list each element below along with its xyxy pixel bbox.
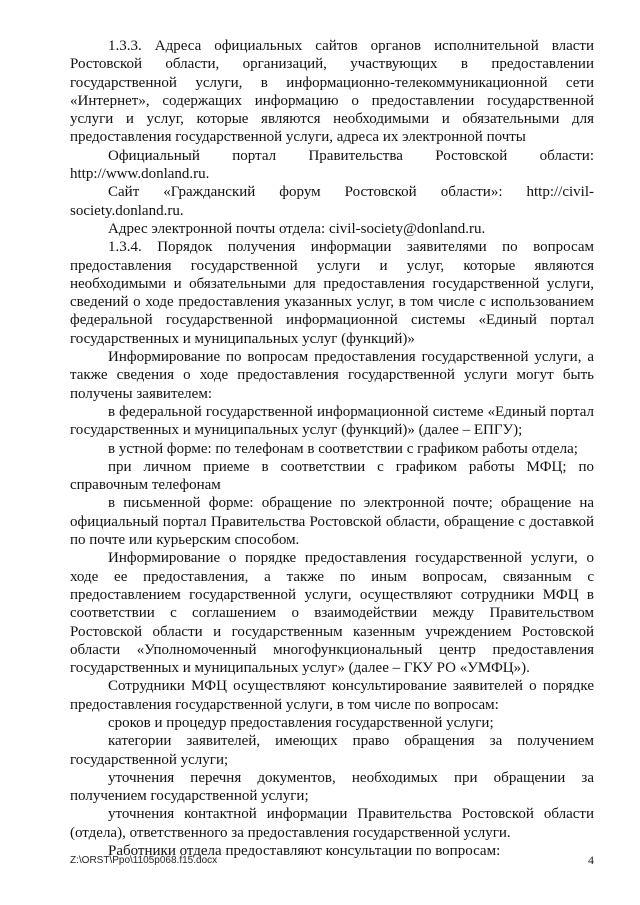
paragraph-email-address: Адрес электронной почты отдела: civil-society@donland.ru. [108,220,486,237]
paragraph-mfc-consulting: Сотрудники МФЦ осуществляют консультирование заявителей о порядке предоставления государственной услуги, в том числе по вопросам: [70,678,594,713]
paragraph-oral-form: в устной форме: по телефонам в соответствии с графиком работы отдела; [108,440,578,457]
paragraph-written-form: в письменной форме: обращение по электронной почте; обращение на официальный портал Правительства Ростовской области, обращение с доставкой по почте или курьерским способом. [70,495,594,549]
paragraph-document-list: уточнения перечня документов, необходимых при обращении за получением государственной услуги; [70,769,594,805]
paragraph-applicant-categories: категории заявителей, имеющих право обращения за получением государственной услуги; [70,733,594,768]
paragraph-epgu: в федеральной государственной информационной системе «Единый портал государственных и муниципальных услуг (функций)» (далее – ЕПГУ); [70,403,594,439]
paragraph-informing: Информирование по вопросам предоставления государственной услуги, а также сведения о ходе предоставления государственной услуги могут быть получены заявителем: [70,349,594,402]
paragraph-official-portal: Официальный портал Правительства Ростовской области: http://www.donland.ru. [70,147,594,183]
paragraph-personal-reception: при личном приеме в соответствии с графиком работы МФЦ; по справочным телефонам [70,458,594,494]
paragraph-mfc-informing: Информирование о порядке предоставления государственной услуги, о ходе ее предоставления, а также по иным вопросам, связанным с предоставлением государственной услуги, осуществляют сотрудники МФЦ в соответствии с соглашением о взаимодействии между Правительством Ростовской области и государственным казенным учреждением Ростовской области «Уполномоченный многофункциональный центр предоставления государственных и муниципальных услуг» (далее – ГКУ РО «УМФЦ»). [70,550,594,677]
paragraph-contact-info: уточнения контактной информации Правительства Ростовской области (отдела), ответственного за предоставления государственной услуги. [70,806,594,841]
paragraph-department-consultations: Работники отдела предоставляют консультации по вопросам: [108,843,501,860]
paragraph-civil-forum-site: Сайт «Гражданский форум Ростовской области»: http://civil-society.donland.ru. [70,184,594,219]
document-body [70,37,594,860]
paragraph-terms-procedures: сроков и процедур предоставления государственной услуги; [108,714,494,731]
footer-file-path: Z:\ORST\Ppo\1105p068.f15.docx [70,855,218,866]
paragraph-1-3-3: 1.3.3. Адреса официальных сайтов органов исполнительной власти Ростовской области, организаций, участвующих в предоставлении государственной услуги, в информационно-телекоммуникационной сети «Интернет», содержащих информацию о предоставлении государственной услуги и услуг, которые являются необходимыми и обязательными для предоставления государственной услуги, адреса их электронной почты [70,38,594,146]
footer-page-number: 4 [588,853,594,867]
paragraph-1-3-4: 1.3.4. Порядок получения информации заявителями по вопросам предоставления государственной услуги и услуг, которые являются необходимыми и обязательными для предоставления государственной услуги, сведений о ходе предоставления указанных услуг, в том числе с использованием федеральной государственной информационной системы «Единый портал государственных и муниципальных услуг (функций)» [70,239,594,347]
